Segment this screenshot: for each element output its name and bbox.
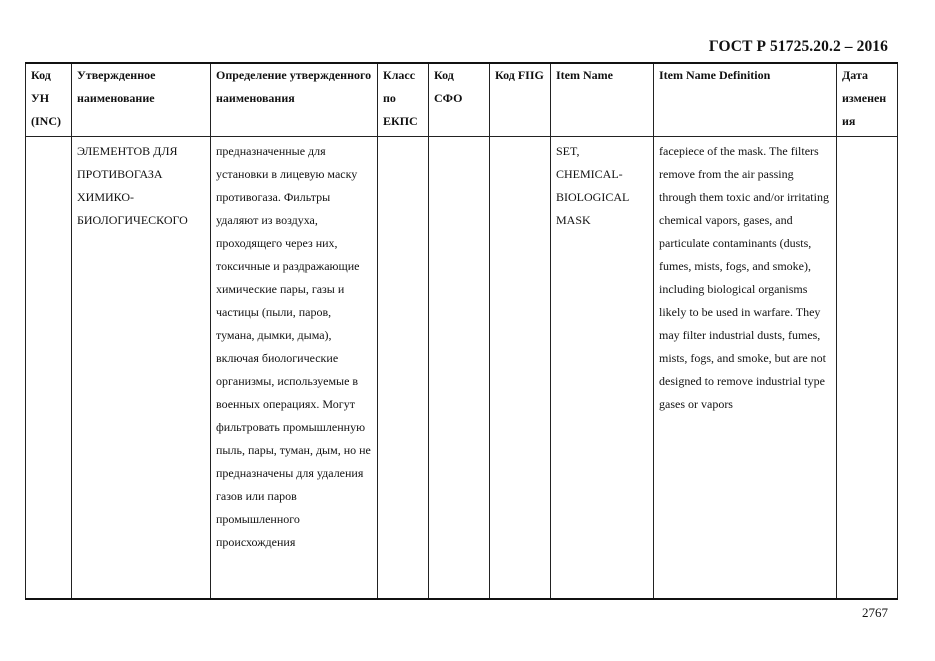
col-header-item-name-definition: Item Name Definition [654, 63, 837, 137]
col-header-item-name: Item Name [551, 63, 654, 137]
cell-item-name: SET, CHEMICAL-BIOLOGICAL MASK [551, 137, 654, 600]
col-header-approved-name: Утвержденное наименование [72, 63, 211, 137]
table-header-row [26, 63, 898, 137]
nomenclature-table [25, 62, 898, 600]
cell-definition: предназначенные для установки в лицевую маску противогаза. Фильтры удаляют из воздуха, проходящего через них, токсичные и раздражающие химические пары, газы и частицы (пыли, паров, тумана, дымки, дыма), включая биологические организмы, используемые в военных операциях. Могут фильтровать промышленную пыль, пары, туман, дым, но не предназначены для удаления газов или паров промышленного происхождения [211, 137, 378, 600]
col-header-change-date: Дата изменен ия [837, 63, 898, 137]
standard-title: ГОСТ Р 51725.20.2 – 2016 [708, 38, 888, 55]
col-header-inc: Код УН (INC) [26, 63, 72, 137]
cell-inc [26, 137, 72, 600]
col-header-definition: Определение утвержденного наименования [211, 63, 378, 137]
cell-sfo [429, 137, 490, 600]
col-header-fiig: Код FIIG [490, 63, 551, 137]
table-row [26, 137, 898, 600]
cell-ekps [378, 137, 429, 600]
cell-fiig [490, 137, 551, 600]
col-header-ekps: Класс по ЕКПС [378, 63, 429, 137]
col-header-sfo: Код СФО [429, 63, 490, 137]
page-number: 2767 [862, 605, 888, 620]
cell-approved-name: ЭЛЕМЕНТОВ ДЛЯ ПРОТИВОГАЗА ХИМИКО-БИОЛОГИЧЕСКОГО [72, 137, 211, 600]
cell-change-date [837, 137, 898, 600]
cell-item-name-definition: facepiece of the mask. The filters remove from the air passing through them toxic and/or irritating chemical vapors, gases, and particulate contaminants (dusts, fumes, mists, fogs, and smoke), including biological organisms likely to be used in warfare. They may filter industrial dusts, fumes, mists, fogs, and smoke, but are not designed to remove industrial type gases or vapors [654, 137, 837, 600]
